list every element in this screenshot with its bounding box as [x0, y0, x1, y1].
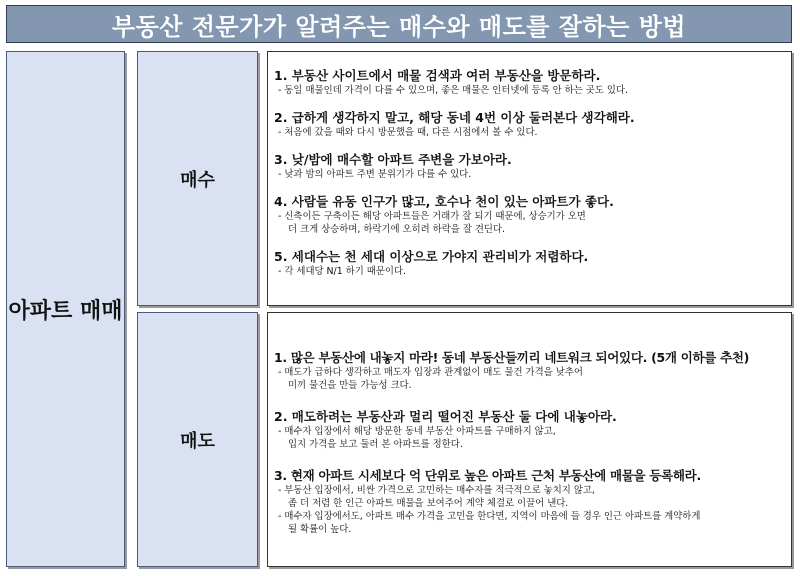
item-detail: 될 확률이 높다. — [288, 524, 352, 535]
title-banner — [6, 5, 792, 43]
sell-label: 매도 — [180, 430, 215, 452]
item-title: 2. 급하게 생각하지 말고, 해당 동네 4번 이상 둘러본다 생각해라. — [274, 110, 635, 125]
category-cell — [6, 51, 125, 567]
list-item — [274, 409, 787, 451]
item-title: 2. 매도하려는 부동산과 멀리 떨어진 부동산 둘 다에 내놓아라. — [274, 409, 617, 424]
item-detail: - 매수자 입장에서도, 아파트 매수 가격을 고민을 한다면, 지역이 마음에 들 경우 인근 아파트를 계약하게 — [278, 511, 701, 522]
item-detail: 좀 더 저렴 한 인근 아파트 매물을 보여주어 계약 체결로 이끌어 낸다. — [288, 498, 569, 509]
list-item — [274, 350, 787, 392]
item-title: 5. 세대수는 천 세대 이상으로 가야지 관리비가 저렴하다. — [274, 249, 589, 264]
sell-content-box — [267, 312, 792, 567]
list-item — [274, 152, 787, 181]
item-detail: - 동일 매물인데 가격이 다를 수 있으며, 좋은 매물은 인터넷에 등록 안 하는 곳도 있다. — [278, 85, 628, 96]
list-item — [274, 468, 787, 536]
buy-label-cell — [137, 51, 258, 306]
item-title: 1. 부동산 사이트에서 매물 검색과 여러 부동산을 방문하라. — [274, 68, 601, 83]
item-detail: - 신축이든 구축이든 해당 아파트들은 거래가 잘 되기 때문에, 상승기가 오면 — [278, 211, 586, 222]
item-detail: - 매수자 입장에서 해당 방문한 동네 부동산 아파트를 구매하지 않고, — [278, 426, 556, 437]
item-detail: 미끼 물건을 만들 가능성 크다. — [288, 380, 412, 391]
item-title: 3. 낮/밤에 매수할 아파트 주변을 가보아라. — [274, 152, 512, 167]
sell-label-cell — [137, 312, 258, 567]
category-label: 아파트 매매 — [8, 298, 123, 324]
item-detail: 입지 가격을 보고 둘러 본 아파트를 정한다. — [288, 439, 463, 450]
buy-label: 매수 — [180, 169, 215, 191]
item-detail: - 처음에 갔을 때와 다시 방문했을 때, 다른 시점에서 볼 수 있다. — [278, 127, 538, 138]
item-title: 3. 현재 아파트 시세보다 억 단위로 높은 아파트 근처 부동산에 매물을 등록해라. — [274, 468, 701, 483]
list-item — [274, 68, 787, 97]
sell-list — [274, 350, 787, 536]
item-detail: - 낮과 밤의 아파트 주변 분위기가 다를 수 있다. — [278, 169, 472, 180]
item-detail: - 각 세대당 N/1 하기 때문이다. — [278, 266, 406, 277]
list-item — [274, 194, 787, 236]
item-title: 1. 많은 부동산에 내놓지 마라! 동네 부동산들끼리 네트워크 되어있다. (5개 이하를 추천) — [274, 350, 750, 365]
list-item — [274, 249, 787, 278]
buy-list — [274, 68, 787, 278]
item-detail: 더 크게 상승하며, 하락기에 오히려 하락을 잘 견딘다. — [288, 224, 506, 235]
item-detail: - 매도가 급하다 생각하고 매도자 입장과 관계없이 매도 물건 가격을 낮추어 — [278, 367, 583, 378]
page-title: 부동산 전문가가 알려주는 매수와 매도를 잘하는 방법 — [111, 12, 687, 41]
list-item — [274, 110, 787, 139]
item-detail: - 부동산 입장에서, 비싼 가격으로 고민하는 매수자를 적극적으로 놓치지 않고, — [278, 485, 595, 496]
buy-content-box — [267, 51, 792, 306]
item-title: 4. 사람들 유동 인구가 많고, 호수나 천이 있는 아파트가 좋다. — [274, 194, 614, 209]
